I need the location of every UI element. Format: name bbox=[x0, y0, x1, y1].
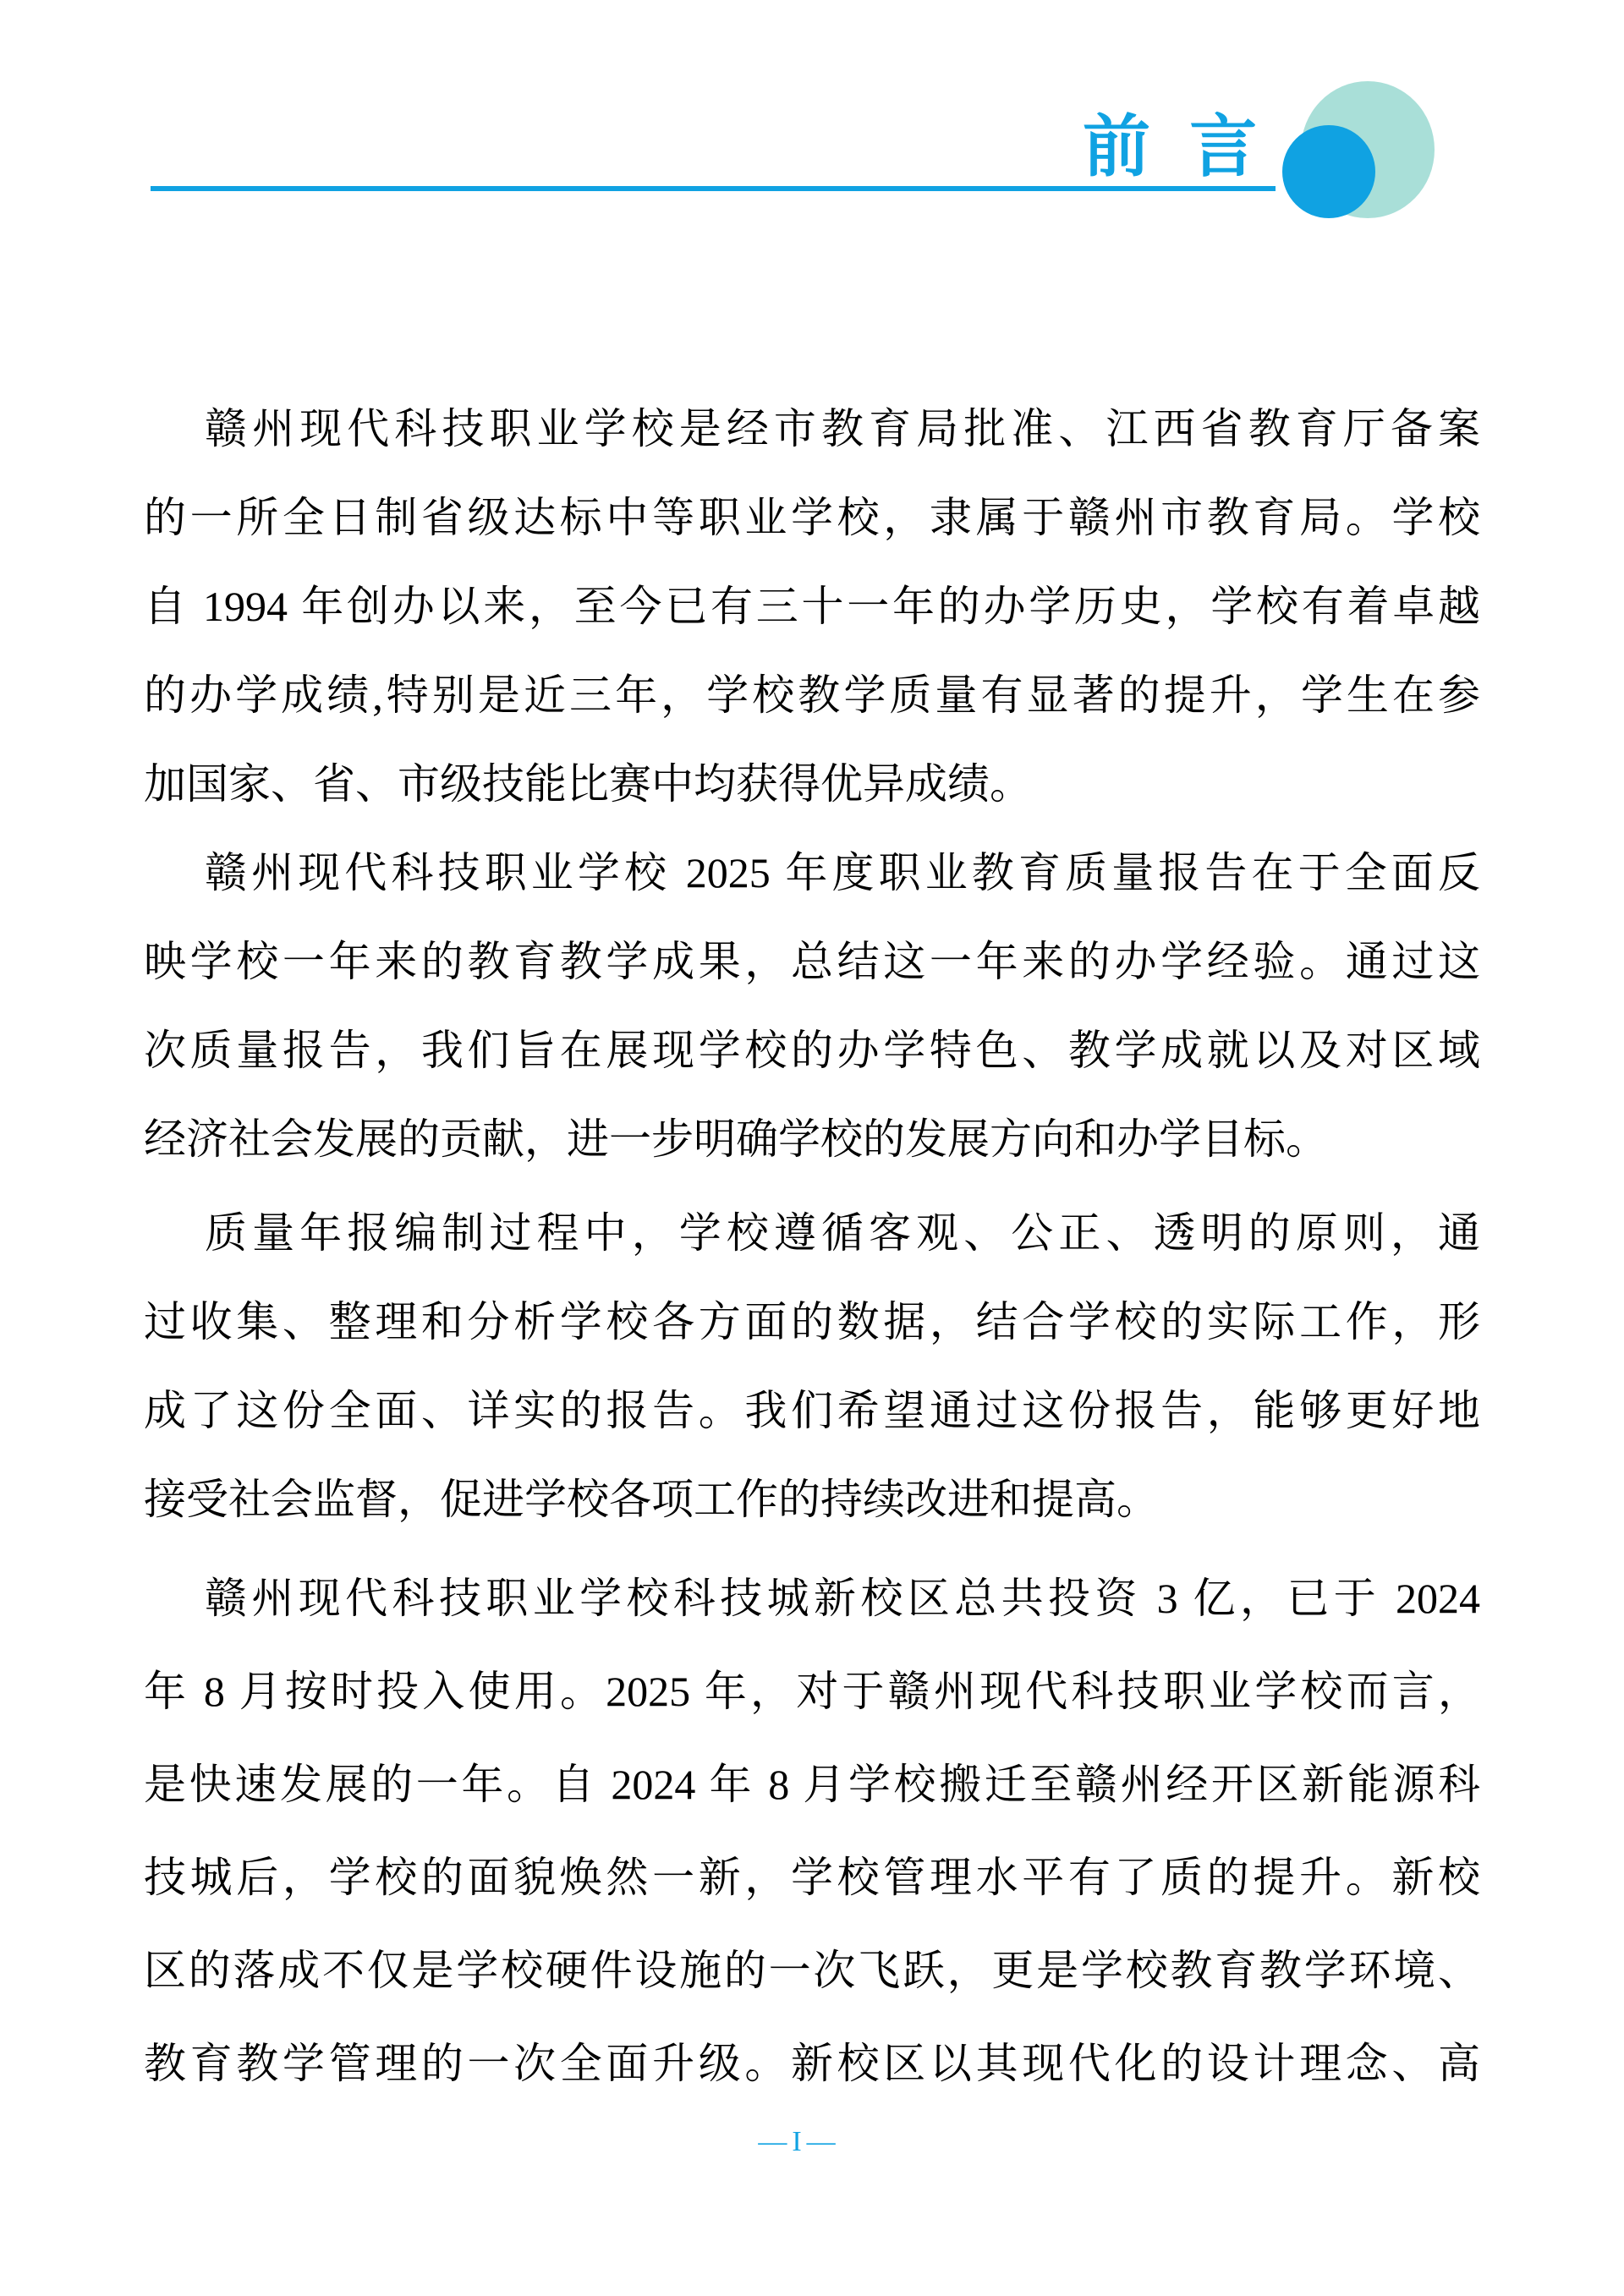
text-line: 赣州现代科技职业学校 2025 年度职业教育质量报告在于全面反 bbox=[205, 849, 1480, 896]
text-line: 成了这份全面、详实的报告。我们希望通过这份报告，能够更好地 bbox=[144, 1387, 1480, 1434]
page-title: 前 言 bbox=[1083, 109, 1259, 184]
paragraph bbox=[144, 829, 1480, 1184]
text-line: 的一所全日制省级达标中等职业学校，隶属于赣州市教育局。学校 bbox=[144, 494, 1480, 541]
text-line: 是快速发展的一年。自 2024 年 8 月学校搬迁至赣州经开区新能源科 bbox=[144, 1761, 1480, 1808]
text-line: 质量年报编制过程中，学校遵循客观、公正、透明的原则，通 bbox=[205, 1209, 1480, 1257]
text-line: 映学校一年来的教育教学成果，总结这一年来的办学经验。通过这 bbox=[144, 938, 1480, 985]
text-line: 的办学成绩,特别是近三年，学校教学质量有显著的提升，学生在参 bbox=[144, 671, 1480, 719]
text-line: 次质量报告，我们旨在展现学校的办学特色、教学成就以及对区域 bbox=[144, 1027, 1480, 1074]
text-line: 经济社会发展的贡献，进一步明确学校的发展方向和办学目标。 bbox=[144, 1115, 1328, 1163]
document-body bbox=[144, 385, 1480, 2110]
text-line: 技城后，学校的面貌焕然一新，学校管理水平有了质的提升。新校 bbox=[144, 1854, 1480, 1901]
decorative-circle-blue bbox=[1282, 125, 1375, 218]
page-number: —I— bbox=[758, 2126, 841, 2157]
text-line: 自 1994 年创办以来，至今已有三十一年的办学历史，学校有着卓越 bbox=[144, 583, 1480, 630]
text-line: 接受社会监督，促进学校各项工作的持续改进和提高。 bbox=[144, 1476, 1159, 1523]
header-rule bbox=[151, 186, 1276, 191]
text-line: 过收集、整理和分析学校各方面的数据，结合学校的实际工作，形 bbox=[144, 1298, 1480, 1345]
paragraph bbox=[144, 1189, 1480, 1544]
text-line: 赣州现代科技职业学校科技城新校区总共投资 3 亿，已于 2024 bbox=[205, 1575, 1480, 1622]
text-line: 教育教学管理的一次全面升级。新校区以其现代化的设计理念、高 bbox=[144, 2040, 1480, 2087]
text-line: 年 8 月按时投入使用。2025 年，对于赣州现代科技职业学校而言， bbox=[144, 1668, 1480, 1715]
paragraph bbox=[144, 385, 1480, 829]
text-line: 加国家、省、市级技能比赛中均获得优异成绩。 bbox=[144, 760, 1032, 808]
paragraph bbox=[144, 1552, 1480, 2110]
text-line: 区的落成不仅是学校硬件设施的一次飞跃，更是学校教育教学环境、 bbox=[144, 1947, 1480, 1994]
text-line: 赣州现代科技职业学校是经市教育局批准、江西省教育厅备案 bbox=[205, 405, 1480, 452]
page-footer bbox=[0, 2126, 1599, 2158]
